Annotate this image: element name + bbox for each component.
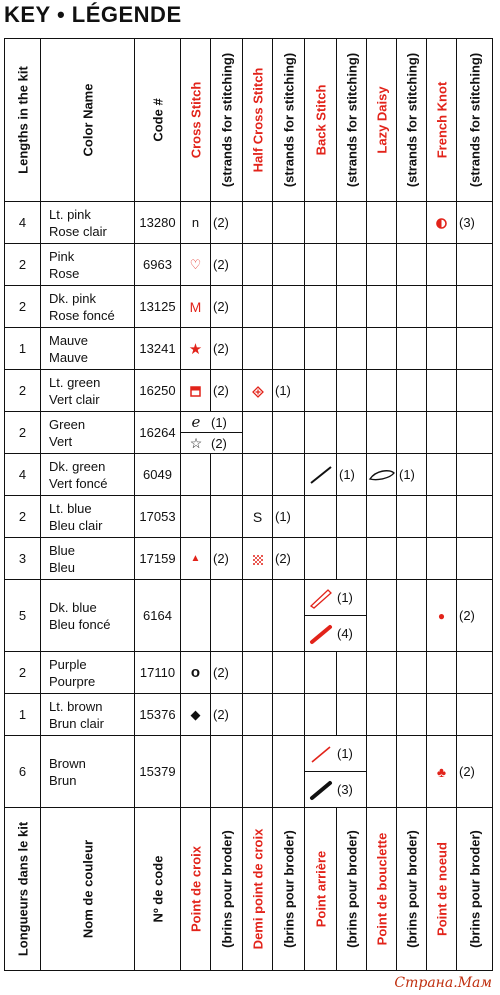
e-symbol: e xyxy=(191,413,201,431)
back-strands: (3) xyxy=(337,782,353,797)
m-symbol: M xyxy=(181,286,211,328)
back-stitch-line-icon xyxy=(305,454,337,496)
back-split-cell xyxy=(305,580,367,652)
color-name-cell: Dk. blue Bleu foncé xyxy=(41,580,135,652)
header-strands-fr: (brins pour broder) xyxy=(281,830,296,948)
header-lazy-daisy-fr: Point de bouclette xyxy=(374,832,389,946)
cross-strands: (2) xyxy=(211,694,243,736)
length-cell: 2 xyxy=(5,412,41,454)
diamond-filled-icon: ◆ xyxy=(181,694,211,736)
header-strands: (strands for stitching) xyxy=(219,52,234,188)
french-strands: (2) xyxy=(457,736,493,808)
header-color-name: Color Name xyxy=(80,83,95,157)
back-stitch-outline-icon xyxy=(305,587,337,609)
french-strands: (3) xyxy=(457,202,493,244)
star-outline-icon: ☆ xyxy=(189,434,203,451)
length-cell: 1 xyxy=(5,694,41,736)
page-title: KEY • LÉGENDE xyxy=(4,2,182,27)
header-half-cross-stitch-fr: Demi point de croix xyxy=(250,828,265,950)
code-cell: 16264 xyxy=(135,412,181,454)
star-filled-icon: ★ xyxy=(181,328,211,370)
code-cell: 17110 xyxy=(135,652,181,694)
header-strands: (strands for stitching) xyxy=(344,52,359,188)
table-row xyxy=(5,286,493,328)
color-name-cell: Dk. pink Rose foncé xyxy=(41,286,135,328)
length-cell: 6 xyxy=(5,736,41,808)
triangle-icon: ▲ xyxy=(181,538,211,580)
key-table xyxy=(4,38,493,971)
header-row-en xyxy=(5,39,493,202)
cross-strands: (2) xyxy=(211,652,243,694)
cross-strands: (2) xyxy=(211,538,243,580)
s-symbol: S xyxy=(243,496,273,538)
header-length-fr: Longueurs dans le kit xyxy=(15,821,30,957)
length-cell: 3 xyxy=(5,538,41,580)
header-strands: (strands for stitching) xyxy=(281,52,296,188)
diamond-cross-icon xyxy=(243,370,273,412)
header-row-fr xyxy=(5,808,493,971)
header-strands: (strands for stitching) xyxy=(467,52,482,188)
length-cell: 5 xyxy=(5,580,41,652)
header-half-cross-stitch: Half Cross Stitch xyxy=(250,67,265,173)
color-name-cell: Mauve Mauve xyxy=(41,328,135,370)
header-code: Code # xyxy=(150,98,165,142)
lazy-daisy-petal-icon xyxy=(367,454,397,496)
header-strands-fr: (brins pour broder) xyxy=(344,830,359,948)
back-stitch-thick-black-icon xyxy=(305,779,337,801)
french-knot-half-circle-icon xyxy=(427,202,457,244)
back-strands: (1) xyxy=(337,454,367,496)
color-name-cell: Green Vert xyxy=(41,412,135,454)
header-french-knot-fr: Point de noeud xyxy=(434,842,449,936)
back-strands: (1) xyxy=(337,746,353,761)
lazy-strands: (1) xyxy=(397,454,427,496)
color-name-cell: Lt. brown Brun clair xyxy=(41,694,135,736)
cross-strands: (2) xyxy=(211,435,227,451)
length-cell: 2 xyxy=(5,652,41,694)
dot-icon: ● xyxy=(427,580,457,652)
code-cell: 15376 xyxy=(135,694,181,736)
code-cell: 17053 xyxy=(135,496,181,538)
table-row xyxy=(5,202,493,244)
header-strands: (strands for stitching) xyxy=(404,52,419,188)
dotted-square-icon xyxy=(243,538,273,580)
cross-strands: (2) xyxy=(211,286,243,328)
header-color-name-fr: Nom de couleur xyxy=(80,839,95,939)
table-row xyxy=(5,736,493,808)
header-cross-stitch-fr: Point de croix xyxy=(188,846,203,932)
table-row xyxy=(5,694,493,736)
length-cell: 2 xyxy=(5,244,41,286)
length-cell: 2 xyxy=(5,286,41,328)
cross-strands: (2) xyxy=(211,244,243,286)
code-cell: 13241 xyxy=(135,328,181,370)
color-name-cell: Lt. green Vert clair xyxy=(41,370,135,412)
table-row xyxy=(5,496,493,538)
header-cross-stitch: Cross Stitch xyxy=(188,81,203,159)
length-cell: 1 xyxy=(5,328,41,370)
color-name-cell: Purple Pourpre xyxy=(41,652,135,694)
header-back-stitch-fr: Point arrière xyxy=(313,850,328,928)
cross-strands: (1) xyxy=(211,414,227,430)
table-row xyxy=(5,580,493,652)
back-stitch-thin-red-icon xyxy=(305,743,337,765)
length-cell: 2 xyxy=(5,370,41,412)
table-row xyxy=(5,328,493,370)
table-row xyxy=(5,454,493,496)
cross-strands: (2) xyxy=(211,370,243,412)
length-cell: 4 xyxy=(5,202,41,244)
header-code-fr: Nº de code xyxy=(150,855,165,923)
table-row xyxy=(5,538,493,580)
color-name-cell: Brown Brun xyxy=(41,736,135,808)
back-strands: (1) xyxy=(337,590,353,605)
ring-symbol: o xyxy=(181,652,211,694)
half-cross-strands: (1) xyxy=(273,370,305,412)
color-name-cell: Lt. pink Rose clair xyxy=(41,202,135,244)
cross-split-cell xyxy=(181,412,243,454)
length-cell: 2 xyxy=(5,496,41,538)
club-icon: ♣ xyxy=(427,736,457,808)
cross-symbol: n xyxy=(181,202,211,244)
header-strands-fr: (brins pour broder) xyxy=(219,830,234,948)
cross-strands: (2) xyxy=(211,328,243,370)
length-cell: 4 xyxy=(5,454,41,496)
header-strands-fr: (brins pour broder) xyxy=(404,830,419,948)
half-cross-strands: (2) xyxy=(273,538,305,580)
color-name-cell: Lt. blue Bleu clair xyxy=(41,496,135,538)
french-strands: (2) xyxy=(457,580,493,652)
half-square-icon xyxy=(181,370,211,412)
code-cell: 13280 xyxy=(135,202,181,244)
table-row xyxy=(5,412,493,454)
code-cell: 17159 xyxy=(135,538,181,580)
header-length: Lengths in the kit xyxy=(15,66,30,174)
half-cross-strands: (1) xyxy=(273,496,305,538)
back-stitch-thick-icon xyxy=(305,623,337,645)
color-name-cell: Dk. green Vert foncé xyxy=(41,454,135,496)
header-french-knot: French Knot xyxy=(434,81,449,159)
code-cell: 6164 xyxy=(135,580,181,652)
heart-outline-icon: ♡ xyxy=(181,244,211,286)
code-cell: 16250 xyxy=(135,370,181,412)
code-cell: 6049 xyxy=(135,454,181,496)
color-name-cell: Pink Rose xyxy=(41,244,135,286)
header-lazy-daisy: Lazy Daisy xyxy=(374,86,389,154)
table-row xyxy=(5,244,493,286)
color-name-cell: Blue Bleu xyxy=(41,538,135,580)
cross-strands: (2) xyxy=(211,202,243,244)
back-strands: (4) xyxy=(337,626,353,641)
watermark: Страна.Мам xyxy=(394,975,492,991)
code-cell: 6963 xyxy=(135,244,181,286)
table-row xyxy=(5,370,493,412)
code-cell: 15379 xyxy=(135,736,181,808)
header-strands-fr: (brins pour broder) xyxy=(467,830,482,948)
back-split-cell xyxy=(305,736,367,808)
table-row xyxy=(5,652,493,694)
header-back-stitch: Back Stitch xyxy=(313,84,328,156)
code-cell: 13125 xyxy=(135,286,181,328)
